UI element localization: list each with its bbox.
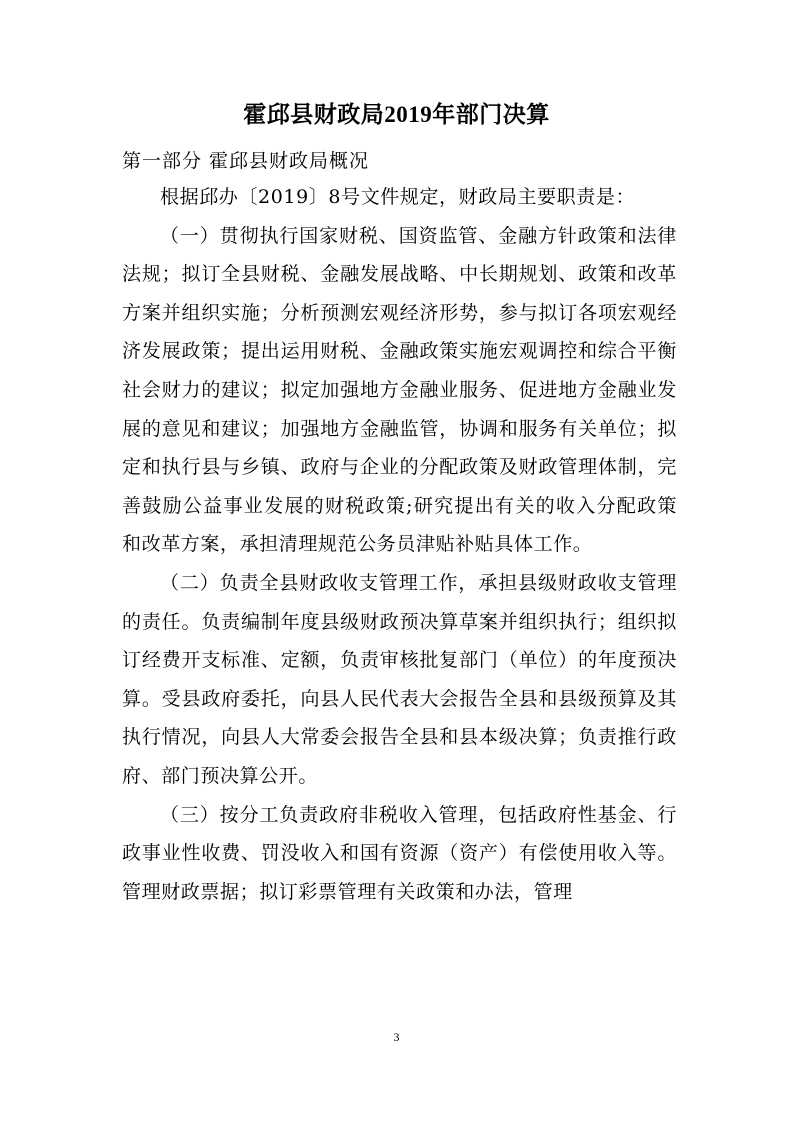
page-title: 霍邱县财政局2019年部门决算 bbox=[243, 102, 550, 127]
duty-paragraph-1: （一）贯彻执行国家财税、国资监管、金融方针政策和法律法规；拟订全县财税、金融发展战略、中长期规划、政策和改革方案并组织实施；分析预测宏观经济形势，参与拟订各项宏观经济发展政策；提出运用财税、金融政策实施宏观调控和综合平衡社会财力的建议；拟定加强地方金融业服务、促进地方金融业发展的意见和建议；加强地方金融监管，协调和服务有关单位；拟定和执行县与乡镇、政府与企业的分配政策及财政管理体制，完善鼓励公益事业发展的财税政策;研究提出有关的收入分配政策和改革方案，承担清理规范公务员津贴补贴具体工作。 bbox=[122, 224, 677, 556]
duty-paragraph-2: （二）负责全县财政收支管理工作，承担县级财政收支管理的责任。负责编制年度县级财政预决算草案并组织执行；组织拟订经费开支标准、定额，负责审核批复部门（单位）的年度预决算。受县政府委托，向县人民代表大会报告全县和县级预算及其执行情况，向县人大常委会报告全县和县本级决算；负责推行政府、部门预决算公开。 bbox=[122, 571, 677, 787]
document-body bbox=[122, 178, 677, 911]
intro-paragraph: 根据邱办〔2019〕8号文件规定，财政局主要职责是： bbox=[160, 186, 636, 208]
page-number: 3 bbox=[393, 1030, 400, 1044]
part-heading: 第一部分 霍邱县财政局概况 bbox=[122, 150, 370, 172]
duty-paragraph-3: （三）按分工负责政府非税收入管理，包括政府性基金、行政事业性收费、罚没收入和国有资源（资产）有偿使用收入等。管理财政票据；拟订彩票管理有关政策和办法，管理 bbox=[122, 803, 677, 903]
